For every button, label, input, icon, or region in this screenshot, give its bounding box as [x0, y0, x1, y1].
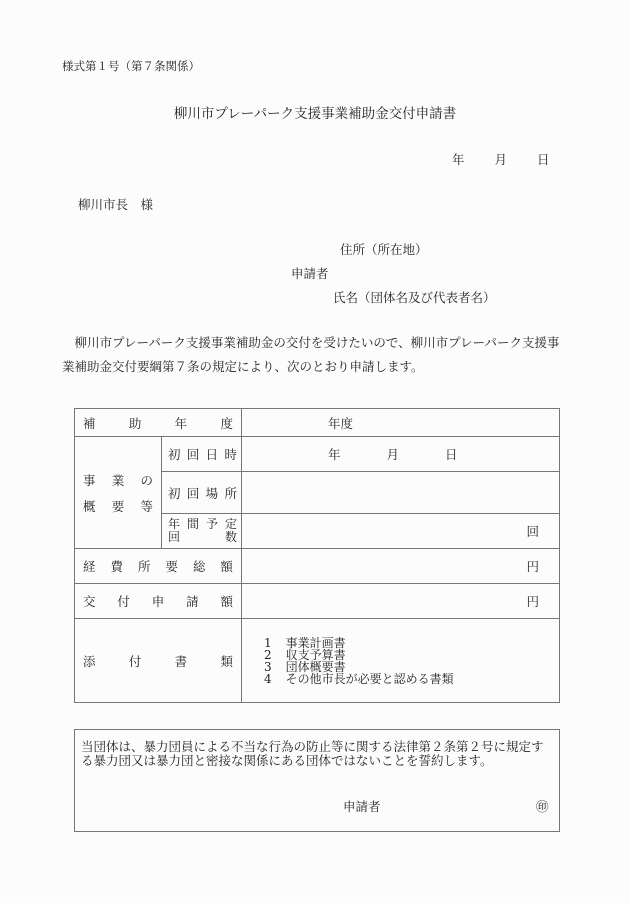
label-char: 助 — [128, 415, 142, 431]
first-year: 年 — [328, 447, 341, 462]
addressee: 柳川市長 様 — [78, 197, 154, 212]
document-title: 柳川市プレーパーク支援事業補助金交付申請書 — [173, 106, 457, 122]
item-text: 収支予算書 — [285, 647, 346, 662]
label-char: 度 — [220, 415, 233, 431]
application-table — [74, 408, 560, 703]
annual-count-field[interactable] — [242, 514, 560, 549]
yen-unit: 円 — [526, 594, 539, 609]
date-day: 日 — [537, 152, 550, 167]
requested-amount-label — [75, 584, 242, 619]
submission-date — [452, 150, 550, 168]
date-month: 月 — [494, 152, 508, 167]
label-char: 所 — [137, 559, 151, 574]
label-char: 所 — [224, 485, 237, 501]
first-datetime-field[interactable] — [242, 437, 560, 472]
item-number: 1 — [264, 635, 272, 650]
applicant-label: 申請者 — [291, 266, 329, 281]
attachments-list — [242, 619, 560, 703]
pledge-box — [74, 729, 560, 832]
item-text: 事業計画書 — [285, 635, 346, 650]
label-char: 数 — [224, 530, 237, 544]
item-text: 団体概要書 — [285, 659, 346, 674]
label-char: 初 — [168, 447, 181, 462]
label-char: 時 — [224, 447, 237, 462]
label-char: 年 — [168, 517, 181, 531]
label-char: 事 — [83, 472, 96, 488]
total-cost-label — [75, 549, 242, 584]
first-place-field[interactable] — [242, 472, 560, 514]
label-char: 等 — [140, 498, 153, 514]
label-char: 補 — [83, 415, 96, 431]
fiscal-year-suffix: 年度 — [328, 415, 354, 431]
label-char: 回 — [168, 530, 181, 544]
attachment-item — [264, 673, 559, 685]
label-char: 申 — [151, 594, 165, 609]
label-char: 間 — [186, 517, 199, 531]
attachment-item — [264, 661, 559, 673]
overview-label — [75, 437, 162, 549]
item-number: 4 — [264, 671, 272, 686]
label-char: 年 — [174, 415, 188, 431]
label-char: 額 — [220, 594, 233, 609]
label-char: 概 — [83, 498, 96, 514]
label-char: 書 — [174, 653, 188, 669]
row-total-cost — [75, 549, 560, 584]
label-char: 総 — [192, 559, 206, 574]
pledge-text: 当団体は、暴力団員による不当な行為の防止等に関する法律第２条第２号に規定する暴力団又は暴力団と密接な関係にある団体ではないことを誓約します。 — [81, 739, 544, 768]
first-datetime-label — [162, 437, 242, 472]
fiscal-year-label — [75, 409, 242, 437]
row-fiscal-year — [75, 409, 560, 437]
label-char: 交 — [83, 594, 96, 609]
row-attachments — [75, 619, 560, 703]
label-char: 場 — [205, 485, 219, 501]
total-cost-field[interactable] — [242, 549, 560, 584]
statement-text: 柳川市プレーパーク支援事業補助金の交付を受けたいので、柳川市プレーパーク支援事業補助金交付要綱第７条の規定により、次のとおり申請します。 — [62, 335, 560, 374]
label-char: 請 — [186, 594, 199, 609]
first-place-label — [162, 472, 242, 514]
first-month: 月 — [386, 447, 400, 462]
application-statement — [62, 331, 562, 379]
label-char: 添 — [83, 653, 96, 669]
count-unit: 回 — [526, 524, 539, 539]
attachment-item — [264, 637, 559, 649]
label-char: 要 — [165, 559, 178, 574]
pledge-applicant-label: 申請者 — [343, 799, 381, 814]
label-char: 経 — [83, 559, 96, 574]
attachments-label — [75, 619, 242, 703]
date-year: 年 — [452, 152, 465, 167]
row-first-datetime — [75, 437, 560, 472]
label-char: 費 — [110, 559, 123, 574]
requested-amount-field[interactable] — [242, 584, 560, 619]
yen-unit: 円 — [526, 559, 539, 574]
fiscal-year-field[interactable] — [242, 409, 560, 437]
item-number: 3 — [264, 659, 272, 674]
annual-count-label — [162, 514, 242, 549]
form-number: 様式第１号（第７条関係） — [62, 59, 200, 73]
label-char: 類 — [220, 653, 233, 669]
label-char: 付 — [117, 594, 130, 609]
name-label: 氏名（団体名及び代表者名） — [333, 290, 496, 305]
label-char: 日 — [205, 447, 219, 462]
attachment-item — [264, 649, 559, 661]
item-number: 2 — [264, 647, 272, 662]
label-char: 付 — [128, 653, 142, 669]
label-char: 定 — [224, 517, 237, 531]
label-char: 初 — [168, 485, 181, 501]
seal-icon: ㊞ — [536, 799, 549, 814]
row-requested-amount — [75, 584, 560, 619]
label-char: の — [140, 472, 153, 488]
label-char: 回 — [186, 485, 200, 501]
label-char: 予 — [205, 517, 218, 531]
item-text: その他市長が必要と認める書類 — [285, 671, 454, 686]
label-char: 要 — [111, 498, 125, 514]
label-char: 業 — [111, 472, 125, 488]
first-day: 日 — [445, 447, 458, 462]
address-label: 住所（所在地） — [340, 242, 428, 257]
label-char: 回 — [186, 447, 200, 462]
label-char: 額 — [220, 559, 233, 574]
